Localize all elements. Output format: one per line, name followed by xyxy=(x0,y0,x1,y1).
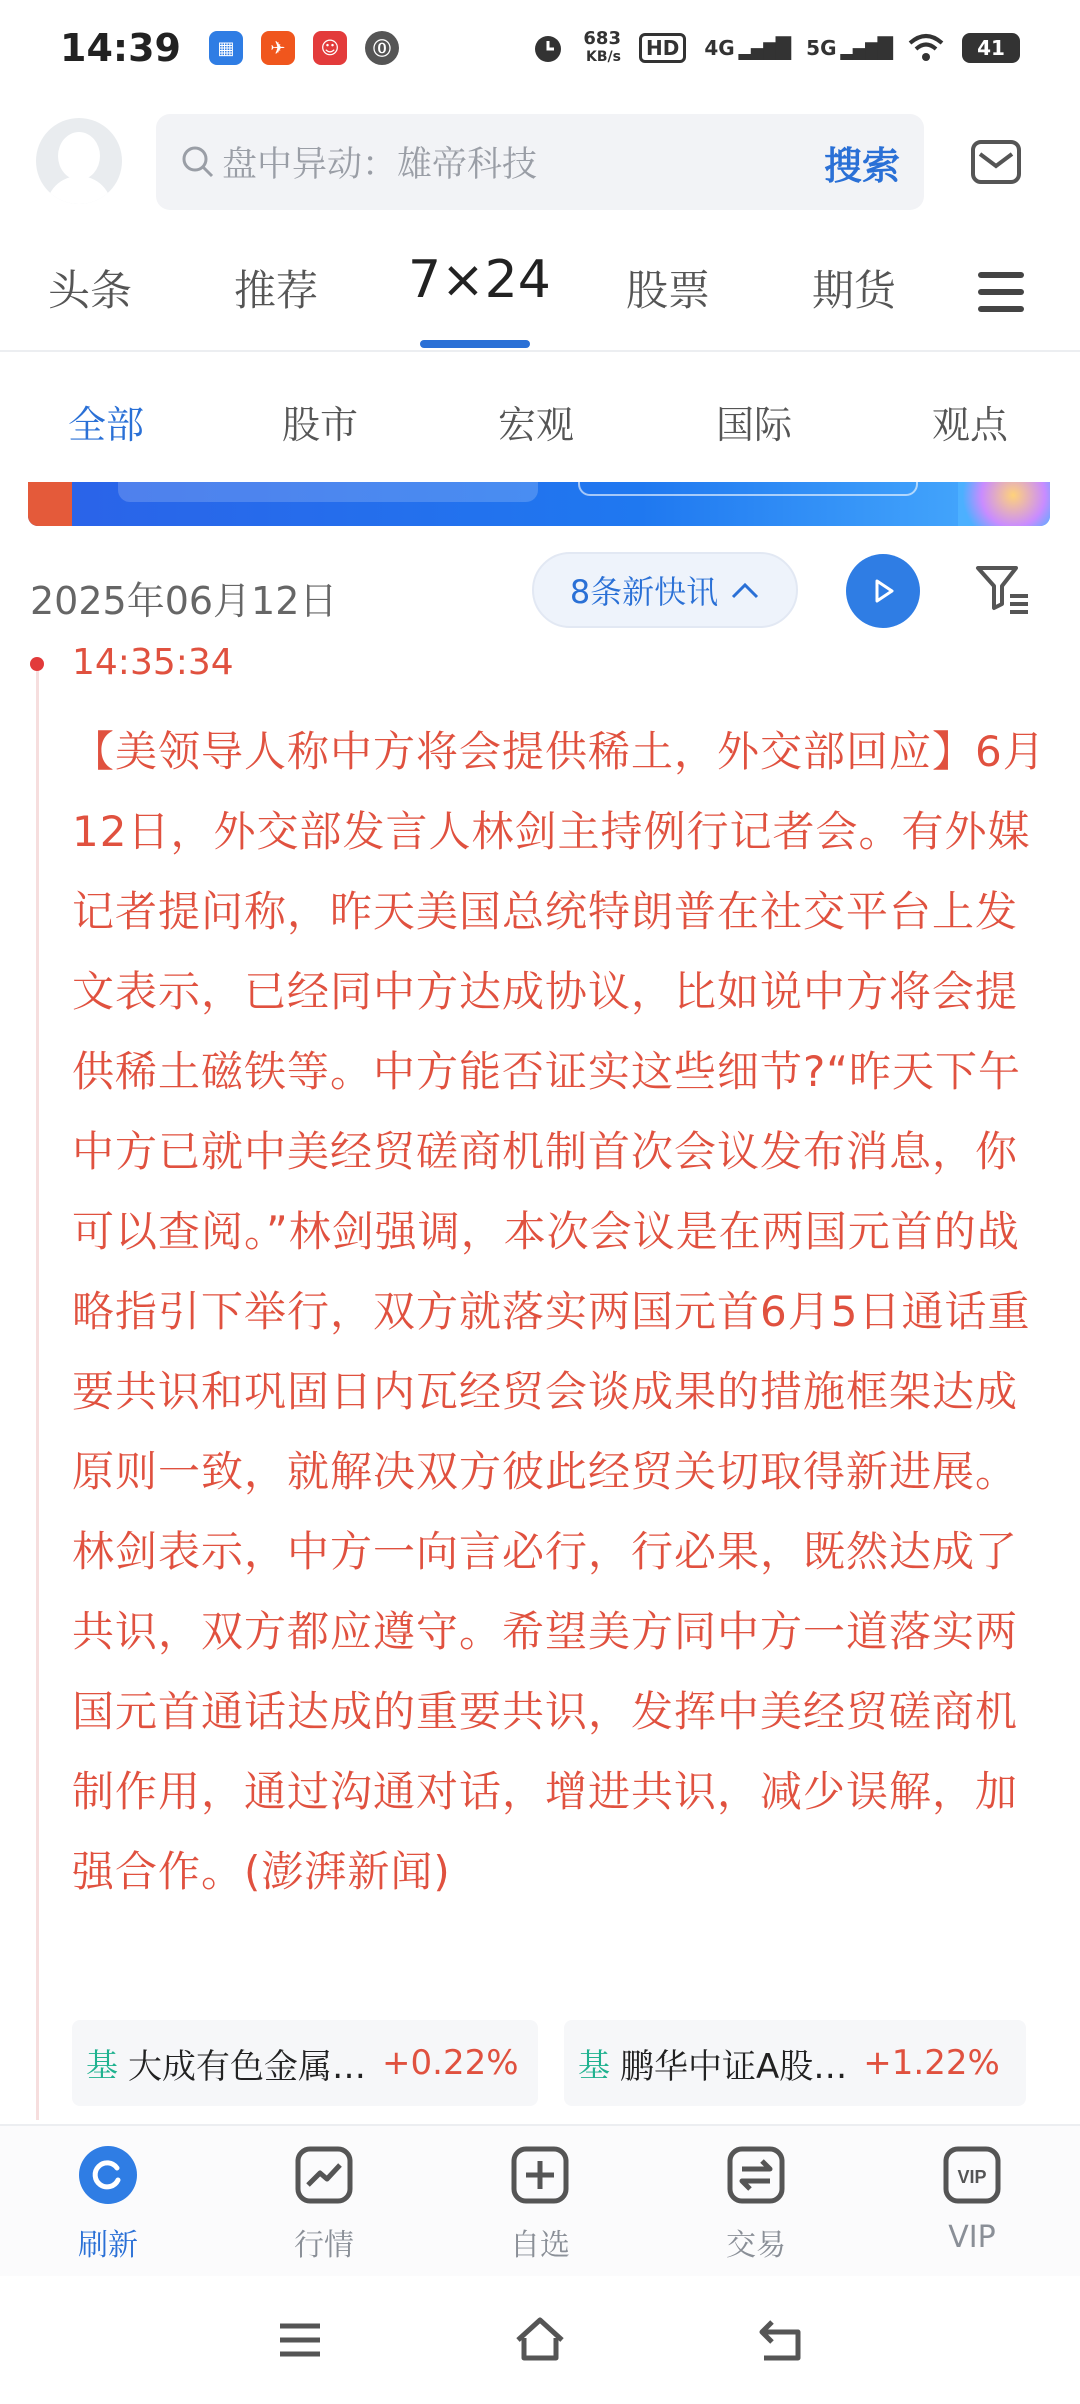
active-tab-indicator xyxy=(420,340,530,348)
bottom-nav xyxy=(0,2124,1080,2276)
subtab-macro[interactable]: 宏观 xyxy=(498,403,575,447)
news-item[interactable] xyxy=(72,712,1052,1912)
net-speed: 683 KB/s xyxy=(583,28,621,65)
filter-icon[interactable] xyxy=(972,560,1032,620)
sub-tabs xyxy=(0,380,1080,460)
status-time: 14:39 xyxy=(60,26,181,70)
unknown-app-icon: ⓪ xyxy=(365,31,399,65)
fund-change: +1.22% xyxy=(863,2043,1000,2083)
fund-tag: 基 xyxy=(86,2046,119,2084)
fund-chip[interactable] xyxy=(564,2020,1026,2106)
promo-banner[interactable] xyxy=(28,482,1050,526)
fund-name: 鹏华中证A股… xyxy=(620,2046,848,2087)
main-tabs xyxy=(0,240,1080,352)
status-bar xyxy=(0,0,1080,96)
feishu-app-icon: ✈ xyxy=(261,31,295,65)
chevron-up-icon xyxy=(730,580,760,600)
subtab-international[interactable]: 国际 xyxy=(716,403,793,447)
related-funds xyxy=(72,2020,1052,2106)
alarm-icon xyxy=(531,31,565,65)
subtab-stock-market[interactable]: 股市 xyxy=(282,403,359,447)
fund-tag: 基 xyxy=(578,2046,611,2084)
tab-futures[interactable]: 期货 xyxy=(812,266,897,315)
back-icon[interactable] xyxy=(750,2310,810,2370)
search-button[interactable]: 搜索 xyxy=(823,143,900,188)
add-watchlist-icon xyxy=(510,2145,570,2205)
fund-change: +0.22% xyxy=(382,2043,519,2083)
nav-refresh[interactable]: 刷新 xyxy=(38,2144,178,2264)
system-nav-bar xyxy=(0,2276,1080,2404)
mail-icon[interactable] xyxy=(968,134,1024,190)
status-app-icons xyxy=(209,31,399,65)
hd-badge: HD xyxy=(639,33,686,63)
feed-date-row xyxy=(0,550,1080,634)
home-icon[interactable] xyxy=(510,2310,570,2370)
nav-market[interactable]: 行情 xyxy=(254,2144,394,2264)
wifi-icon xyxy=(908,33,944,63)
search-bar[interactable] xyxy=(156,114,924,210)
news-title: 【美领导人称中方将会提供稀土，外交部回应】 xyxy=(72,727,976,776)
trade-swap-icon xyxy=(726,2145,786,2205)
play-audio-button[interactable] xyxy=(846,554,920,628)
avatar[interactable] xyxy=(36,118,122,204)
fund-chip[interactable] xyxy=(72,2020,538,2106)
new-flash-button[interactable] xyxy=(532,552,798,628)
subtab-opinion[interactable]: 观点 xyxy=(932,403,1009,447)
tab-7x24[interactable]: 7×24 xyxy=(408,250,551,310)
news-body-text: 6月12日，外交部发言人林剑主持例行记者会。有外媒记者提问称，昨天美国总统特朗普在社交平台上发文表示，已经同中方达成协议，比如说中方将会提供稀土磁铁等。中方能否证实这些细节?“昨天下午中方已就中美经贸磋商机制首次会议发布消息，你可以查阅。”林剑强调，本次会议是在两国元首的战略指引下举行，双方就落实两国元首6月5日通话重要共识和巩固日内瓦经贸会谈成果的措施框架达成原则一致，就解决双方彼此经贸关切取得新进展。林剑表示，中方一向言必行，行必果，既然达成了共识，双方都应遵守。希望美方同中方一道落实两国元首通话达成的重要共识，发挥中美经贸磋商机制作用，通过沟通对话，增进共识，减少误解，加强合作。(澎湃新闻) xyxy=(72,727,1046,1896)
search-placeholder: 盘中异动：雄帝科技 xyxy=(222,145,538,185)
nav-vip[interactable]: VIP VIP xyxy=(902,2144,1042,2264)
vip-icon xyxy=(942,2145,1002,2205)
play-icon xyxy=(868,576,898,606)
fund-name: 大成有色金属… xyxy=(128,2046,367,2087)
mascot-app-icon: ☺ xyxy=(313,31,347,65)
tab-stocks[interactable]: 股票 xyxy=(626,266,711,315)
market-chart-icon xyxy=(294,2145,354,2205)
timeline-dot xyxy=(30,657,44,671)
svg-text:VIP: VIP xyxy=(957,2167,987,2187)
search-icon xyxy=(180,144,216,180)
refresh-icon xyxy=(77,2144,139,2206)
nav-trade[interactable]: 交易 xyxy=(686,2144,826,2264)
recent-apps-icon[interactable] xyxy=(270,2310,330,2370)
menu-icon[interactable] xyxy=(978,272,1024,312)
battery-icon: 41 xyxy=(962,33,1020,63)
tab-recommend[interactable]: 推荐 xyxy=(234,266,319,315)
signal-5g-icon: 5G ▂▄▆█ xyxy=(806,36,890,60)
app-header xyxy=(0,110,1080,220)
new-flash-label: 8条新快讯 xyxy=(569,573,719,611)
timeline-line xyxy=(36,670,39,2120)
subtab-all[interactable]: 全部 xyxy=(68,403,145,447)
status-right xyxy=(531,30,1020,66)
news-time: 14:35:34 xyxy=(72,642,234,683)
calendar-app-icon: ▦ xyxy=(209,31,243,65)
nav-watchlist[interactable]: 自选 xyxy=(470,2144,610,2264)
signal-4g-icon: 4G ▂▄▆█ xyxy=(704,36,789,60)
feed-date: 2025年06月12日 xyxy=(30,579,338,623)
tab-headlines[interactable]: 头条 xyxy=(48,266,133,315)
